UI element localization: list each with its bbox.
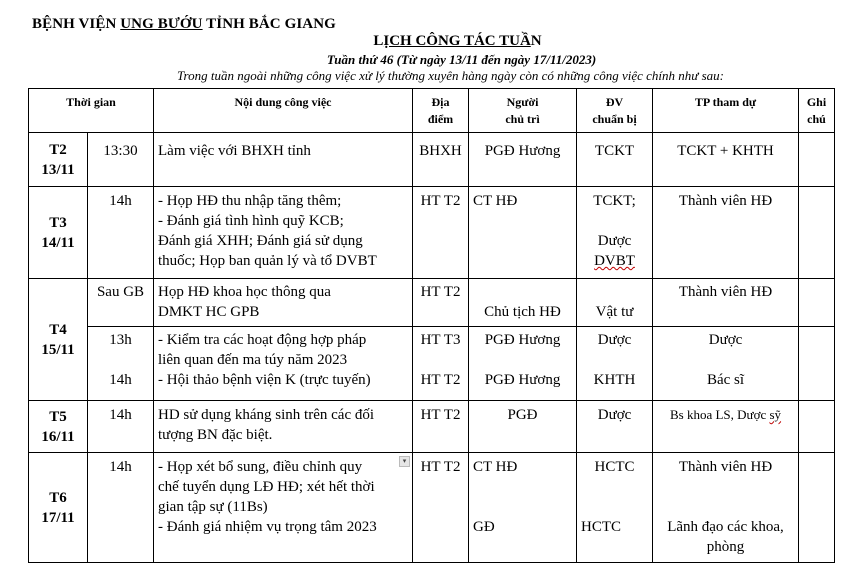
unit-value: Dược [597,332,632,348]
content-line: Đánh giá XHH; Đánh giá sử dụng [158,233,363,249]
unit-cell [577,279,653,327]
attend-cell [653,133,799,187]
unit-value: Dược [597,407,632,423]
col-header-content [154,89,413,133]
unit-value: Dược [597,233,632,249]
day-cell [29,453,88,563]
host-value: CT HĐ [473,193,518,209]
content-cell [154,187,413,279]
attend-cell [653,279,799,327]
host-value: Chủ tịch HĐ [484,304,561,320]
day-label: T3 [49,214,67,231]
content-line: gian tập sự (11Bs) [158,499,268,515]
col-header-label: TP tham dự [694,95,757,109]
place-value: HT T2 [420,372,461,388]
content-line: tượng BN đặc biệt. [158,427,273,443]
host-cell [469,453,577,563]
place-cell [413,133,469,187]
table-header-row [29,89,835,133]
unit-value: TCKT; [593,193,636,209]
attend-value: Thành viên HĐ [678,193,773,209]
day-date: 13/11 [41,161,75,178]
content-line: chế tuyển dụng LĐ HĐ; xét hết thời [158,479,375,495]
table-row [29,401,835,453]
unit-spacer [577,211,652,231]
host-value: PGĐ [507,407,538,423]
time-value: 13h [109,332,132,348]
col-header-label: chủ trì [505,112,540,126]
day-cell [29,279,88,401]
content-line: thuốc; Họp ban quản lý và tổ DVBT [158,253,377,269]
time-cell [88,327,154,401]
note-cell [799,279,835,327]
place-cell [413,401,469,453]
attend-value: Lãnh đạo các khoa, [667,519,784,535]
day-cell [29,187,88,279]
place-cell [413,187,469,279]
col-header-label: điểm [427,112,454,126]
attend-value: sỹ [769,407,782,422]
col-header-label: Ghi [806,95,827,109]
intro-text: Trong tuần ngoài những công việc xử lý thường xuyên hàng ngày còn có những công việc chính như sau: [177,68,724,83]
attend-value: Bác sĩ [706,372,745,388]
col-header-attend [653,89,799,133]
unit-spacer [577,350,652,370]
time-cell [88,279,154,327]
note-cell [799,187,835,279]
time-value: 14h [109,193,132,209]
day-date: 14/11 [41,234,75,251]
attend-cell [653,187,799,279]
content-line: Họp HĐ khoa học thông qua [158,284,331,300]
unit-cell [577,187,653,279]
col-header-label: ĐV [605,95,624,109]
hospital-name-underlined: UNG BƯỚU [120,16,203,32]
hospital-name-part: TỈNH BẮC GIANG [202,16,336,32]
host-value: PGĐ Hương [484,372,561,388]
content-line: DMKT HC GPB [158,304,260,320]
week-subtitle: Tuần thứ 46 (Từ ngày 13/11 đến ngày 17/11/2023) [326,52,597,67]
col-header-label: Người [506,95,539,109]
host-spacer [469,350,576,370]
unit-value: TCKT [594,143,635,159]
day-label: T6 [49,489,67,506]
day-label: T2 [49,141,67,158]
hospital-name-part: BỆNH VIỆN [32,16,121,32]
content-line: - Đánh giá tình hình quỹ KCB; [158,213,344,229]
content-cell [154,401,413,453]
content-line: liên quan đến ma túy năm 2023 [158,352,348,368]
col-header-time [29,89,154,133]
title-underlined: ỊCH CÔNG TÁC TUẦ [383,33,531,49]
unit-value: HCTC [594,459,635,475]
place-cell [413,327,469,401]
host-value: PGĐ Hương [484,332,561,348]
col-header-unit [577,89,653,133]
attend-spacer [653,350,798,370]
content-cell [154,279,413,327]
time-cell [88,401,154,453]
unit-value: Vật tư [595,304,634,320]
attend-cell [653,327,799,401]
host-value: CT HĐ [473,459,518,475]
content-line: Làm việc với BHXH tỉnh [158,143,311,159]
content-line: - Họp HĐ thu nhập tăng thêm; [158,193,342,209]
place-value: BHXH [419,143,462,159]
attend-spacer [653,497,798,517]
table-row [29,279,835,327]
content-line: HD sử dụng kháng sinh trên các đối [158,407,375,423]
host-cell [469,133,577,187]
place-cell [413,453,469,563]
host-spacer [469,477,576,497]
col-header-host [469,89,577,133]
col-header-label: Nội dung công việc [234,95,332,109]
content-cell [154,133,413,187]
time-spacer [88,350,153,370]
note-cell [799,133,835,187]
col-header-label: Địa [431,95,450,109]
host-cell [469,279,577,327]
place-value: HT T2 [420,193,461,209]
attend-value: phòng [706,539,745,555]
unit-cell [577,453,653,563]
time-value: 13:30 [103,143,138,159]
content-cell [154,453,413,563]
unit-spacer [577,477,652,497]
col-header-label: Thời gian [66,95,116,109]
host-cell [469,187,577,279]
content-line: - Kiểm tra các hoạt động hợp pháp [158,332,367,348]
table-row [29,133,835,187]
attend-value: Bs khoa LS, Dược [669,407,770,422]
table-row [29,327,835,401]
attend-spacer [653,477,798,497]
day-date: 17/11 [41,509,75,526]
col-header-note [799,89,835,133]
title-part: L [373,33,384,49]
day-label: T5 [49,408,67,425]
place-value: HT T2 [420,407,461,423]
day-date: 15/11 [41,341,75,358]
unit-value: HCTC [581,519,622,535]
dropdown-arrow-icon[interactable]: ▾ [399,456,410,467]
unit-cell [577,133,653,187]
host-value: GĐ [473,519,495,535]
host-value: PGĐ Hương [484,143,561,159]
day-label: T4 [49,321,67,338]
note-cell [799,401,835,453]
time-value: 14h [109,372,132,388]
content-line: - Họp xét bổ sung, điều chỉnh quy [158,459,363,475]
time-cell [88,133,154,187]
content-line: - Đánh giá nhiệm vụ trọng tâm 2023 [158,519,377,535]
attend-value: Dược [708,332,743,348]
content-line: - Hội thảo bệnh viện K (trực tuyến) [158,372,371,388]
place-value: HT T2 [420,284,461,300]
attend-cell [653,401,799,453]
unit-cell [577,327,653,401]
schedule-table [28,88,835,563]
col-header-label: chuẩn bị [592,112,637,126]
day-cell [29,401,88,453]
unit-value: KHTH [593,372,636,388]
unit-spacer [577,497,652,517]
time-value: 14h [109,407,132,423]
time-cell [88,453,154,563]
page-title [0,33,861,50]
note-cell [799,327,835,401]
attend-value: Thành viên HĐ [678,459,773,475]
place-cell [413,279,469,327]
place-value: HT T2 [420,459,461,475]
table-row [29,187,835,279]
unit-cell [577,401,653,453]
time-cell [88,187,154,279]
host-spacer [469,497,576,517]
table-row [29,453,835,563]
col-header-label: chú [807,112,826,126]
day-cell [29,133,88,187]
time-value: 14h [109,459,132,475]
note-cell [799,453,835,563]
attend-cell [653,453,799,563]
attend-value: TCKT + KHTH [677,143,774,159]
unit-value: DVBT [594,253,635,269]
host-cell [469,401,577,453]
col-header-place [413,89,469,133]
time-value: Sau GB [96,284,145,300]
hospital-name [32,16,336,33]
content-cell [154,327,413,401]
host-cell [469,327,577,401]
place-value: HT T3 [420,332,461,348]
title-part: N [530,33,542,49]
day-date: 16/11 [41,428,75,445]
attend-value: Thành viên HĐ [678,284,773,300]
place-spacer [413,350,468,370]
